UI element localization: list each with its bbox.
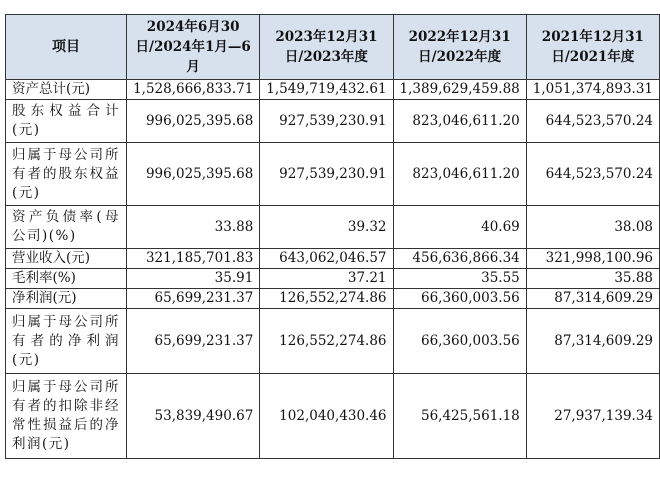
cell-value: 823,046,611.20 (393, 143, 526, 206)
cell-value: 927,539,230.91 (260, 100, 393, 143)
row-label: 股东权益合计(元) (6, 100, 127, 143)
cell-value: 27,937,139.34 (526, 374, 659, 459)
cell-value: 33.88 (127, 206, 260, 249)
financial-summary-table (5, 14, 660, 459)
cell-value: 996,025,395.68 (127, 143, 260, 206)
row-label: 归属于母公司所有者的净利润(元) (6, 309, 127, 374)
cell-value: 996,025,395.68 (127, 100, 260, 143)
row-label: 归属于母公司所有者的扣除非经常性损益后的净利润(元) (6, 374, 127, 459)
cell-value: 643,062,046.57 (260, 249, 393, 269)
table-row (6, 100, 660, 143)
row-label: 资产总计(元) (6, 80, 127, 100)
table-row (6, 80, 660, 100)
cell-value: 66,360,003.56 (393, 309, 526, 374)
cell-value: 35.88 (526, 269, 659, 289)
table-row (6, 206, 660, 249)
cell-value: 644,523,570.24 (526, 100, 659, 143)
cell-value: 53,839,490.67 (127, 374, 260, 459)
row-label: 归属于母公司所有者的股东权益(元) (6, 143, 127, 206)
table-row (6, 309, 660, 374)
cell-value: 35.55 (393, 269, 526, 289)
cell-value: 321,998,100.96 (526, 249, 659, 269)
cell-value: 87,314,609.29 (526, 289, 659, 309)
header-2022: 2022年12月31日/2022年度 (393, 15, 526, 80)
row-label: 净利润(元) (6, 289, 127, 309)
table-header-row (6, 15, 660, 80)
cell-value: 37.21 (260, 269, 393, 289)
cell-value: 823,046,611.20 (393, 100, 526, 143)
cell-value: 40.69 (393, 206, 526, 249)
row-label: 资产负债率(母公司)(%) (6, 206, 127, 249)
cell-value: 39.32 (260, 206, 393, 249)
table-row (6, 249, 660, 269)
header-2024h1: 2024年6月30日/2024年1月—6月 (127, 15, 260, 80)
cell-value: 321,185,701.83 (127, 249, 260, 269)
cell-value: 1,549,719,432.61 (260, 80, 393, 100)
cell-value: 126,552,274.86 (260, 309, 393, 374)
row-label: 营业收入(元) (6, 249, 127, 269)
cell-value: 65,699,231.37 (127, 309, 260, 374)
cell-value: 102,040,430.46 (260, 374, 393, 459)
header-2023: 2023年12月31日/2023年度 (260, 15, 393, 80)
cell-value: 644,523,570.24 (526, 143, 659, 206)
cell-value: 56,425,561.18 (393, 374, 526, 459)
cell-value: 1,528,666,833.71 (127, 80, 260, 100)
header-item: 项目 (6, 15, 127, 80)
financial-table-container (5, 14, 660, 459)
cell-value: 1,051,374,893.31 (526, 80, 659, 100)
cell-value: 87,314,609.29 (526, 309, 659, 374)
cell-value: 38.08 (526, 206, 659, 249)
cell-value: 35.91 (127, 269, 260, 289)
table-row (6, 289, 660, 309)
table-row (6, 269, 660, 289)
cell-value: 1,389,629,459.88 (393, 80, 526, 100)
cell-value: 126,552,274.86 (260, 289, 393, 309)
cell-value: 927,539,230.91 (260, 143, 393, 206)
table-row (6, 374, 660, 459)
table-row (6, 143, 660, 206)
row-label: 毛利率(%) (6, 269, 127, 289)
cell-value: 65,699,231.37 (127, 289, 260, 309)
cell-value: 66,360,003.56 (393, 289, 526, 309)
cell-value: 456,636,866.34 (393, 249, 526, 269)
header-2021: 2021年12月31日/2021年度 (526, 15, 659, 80)
